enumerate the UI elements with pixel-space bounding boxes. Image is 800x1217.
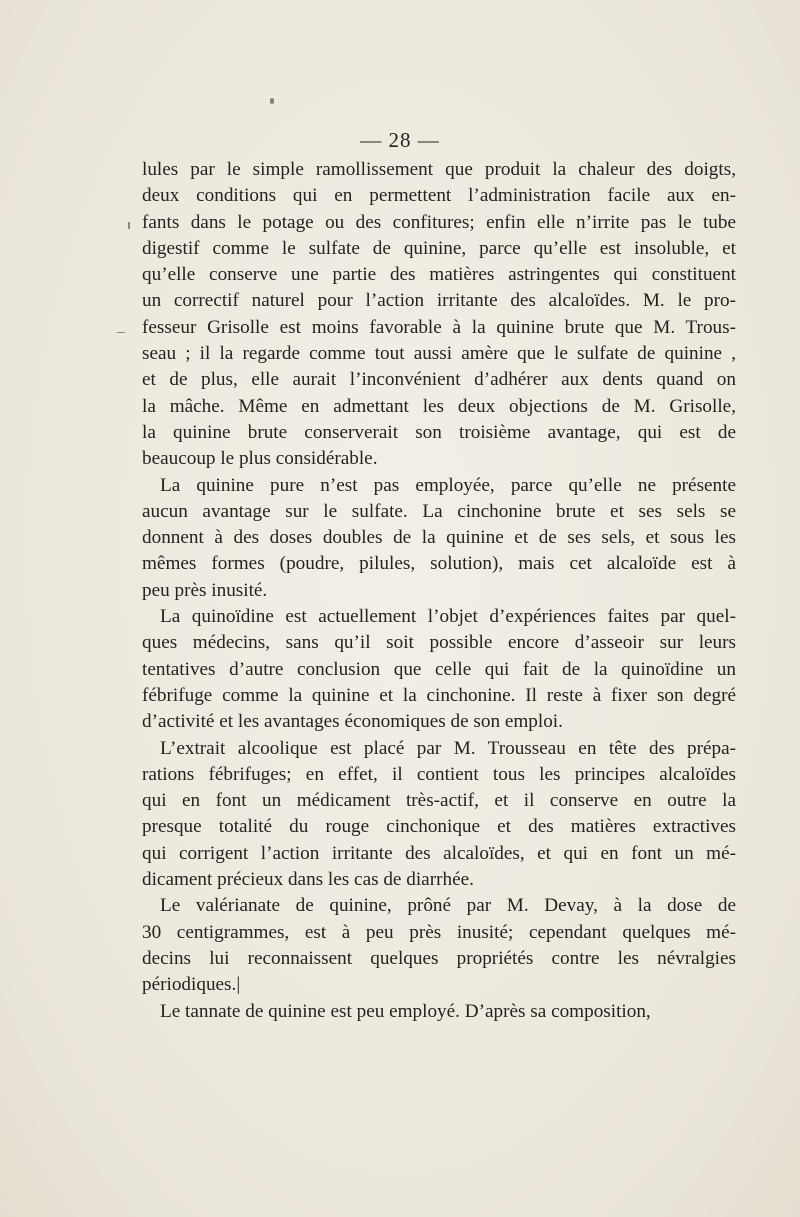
paragraph-1-line: beaucoup le plus considérable. xyxy=(142,448,378,470)
paragraph-4-line: rations fébrifuges; en effet, il contient tous les principes alcaloïdes xyxy=(142,763,736,785)
paragraph-6-line: Le tannate de quinine est peu employé. D’après sa composition, xyxy=(160,1000,651,1022)
paragraph-1-line: la mâche. Même en admettant les deux objections de M. Grisolle, xyxy=(142,395,736,417)
paragraph-4-line: dicament précieux dans les cas de diarrhée. xyxy=(142,869,474,891)
paragraph-3-line: La quinoïdine est actuellement l’objet d’expériences faites par quel- xyxy=(160,606,736,628)
paragraph-5-line: Le valérianate de quinine, prôné par M. Devay, à la dose de xyxy=(160,895,736,917)
paragraph-3-line: ques médecins, sans qu’il soit possible encore d’asseoir sur leurs xyxy=(142,632,736,654)
page-number: — 28 — xyxy=(360,128,440,152)
paragraph-4-line: qui en font un médicament très-actif, et il conserve en outre la xyxy=(142,790,736,812)
paragraph-3-line: d’activité et les avantages économiques de son emploi. xyxy=(142,711,563,733)
paragraph-1-line: deux conditions qui en permettent l’administration facile aux en- xyxy=(142,185,736,207)
paragraph-2-line: mêmes formes (poudre, pilules, solution), mais cet alcaloïde est à xyxy=(142,553,736,575)
paragraph-3-line: fébrifuge comme la quinine et la cinchonine. Il reste à fixer son degré xyxy=(142,684,736,706)
paragraph-1-line: un correctif naturel pour l’action irritante des alcaloïdes. M. le pro- xyxy=(142,290,736,312)
paragraph-1-line: lules par le simple ramollissement que produit la chaleur des doigts, xyxy=(142,159,736,180)
body-text xyxy=(142,157,736,1025)
paragraph-1-line: la quinine brute conserverait son troisième avantage, qui est de xyxy=(142,421,736,443)
paragraph-1-line: digestif comme le sulfate de quinine, parce qu’elle est insoluble, et xyxy=(142,237,736,259)
paragraph-2-line: aucun avantage sur le sulfate. La cinchonine brute et ses sels se xyxy=(142,500,736,522)
paragraph-5-line: périodiques.| xyxy=(142,974,241,996)
paragraph-3-line: tentatives d’autre conclusion que celle qui fait de la quinoïdine un xyxy=(142,658,736,680)
paragraph-2-line: La quinine pure n’est pas employée, parce qu’elle ne présente xyxy=(160,474,736,496)
paragraph-4-line: qui corrigent l’action irritante des alcaloïdes, et qui en font un mé- xyxy=(142,842,736,864)
paragraph-1-line: et de plus, elle aurait l’inconvénient d’adhérer aux dents quand on xyxy=(142,369,736,391)
paragraph-1-line: seau ; il la regarde comme tout aussi amère que le sulfate de quinine , xyxy=(142,343,736,365)
margin-tick-mark xyxy=(128,222,130,229)
paragraph-1-line: fants dans le potage ou des confitures; enfin elle n’irrite pas le tube xyxy=(142,211,736,233)
margin-dash-mark xyxy=(117,332,125,333)
paragraph-2-line: peu près inusité. xyxy=(142,579,268,601)
paragraph-1-line: qu’elle conserve une partie des matières astringentes qui constituent xyxy=(142,264,736,286)
paragraph-4-line: L’extrait alcoolique est placé par M. Trousseau en tête des prépa- xyxy=(160,737,736,759)
paragraph-5-line: decins lui reconnaissent quelques propriétés contre les névralgies xyxy=(142,947,736,969)
paragraph-4-line: presque totalité du rouge cinchonique et des matières extractives xyxy=(142,816,736,838)
paragraph-1-line: fesseur Grisolle est moins favorable à la quinine brute que M. Trous- xyxy=(142,316,736,338)
paragraph-2-line: donnent à des doses doubles de la quinine et de ses sels, et sous les xyxy=(142,527,736,549)
ink-speck xyxy=(270,98,274,104)
paragraph-5-line: 30 centigrammes, est à peu près inusité; cependant quelques mé- xyxy=(142,921,736,943)
